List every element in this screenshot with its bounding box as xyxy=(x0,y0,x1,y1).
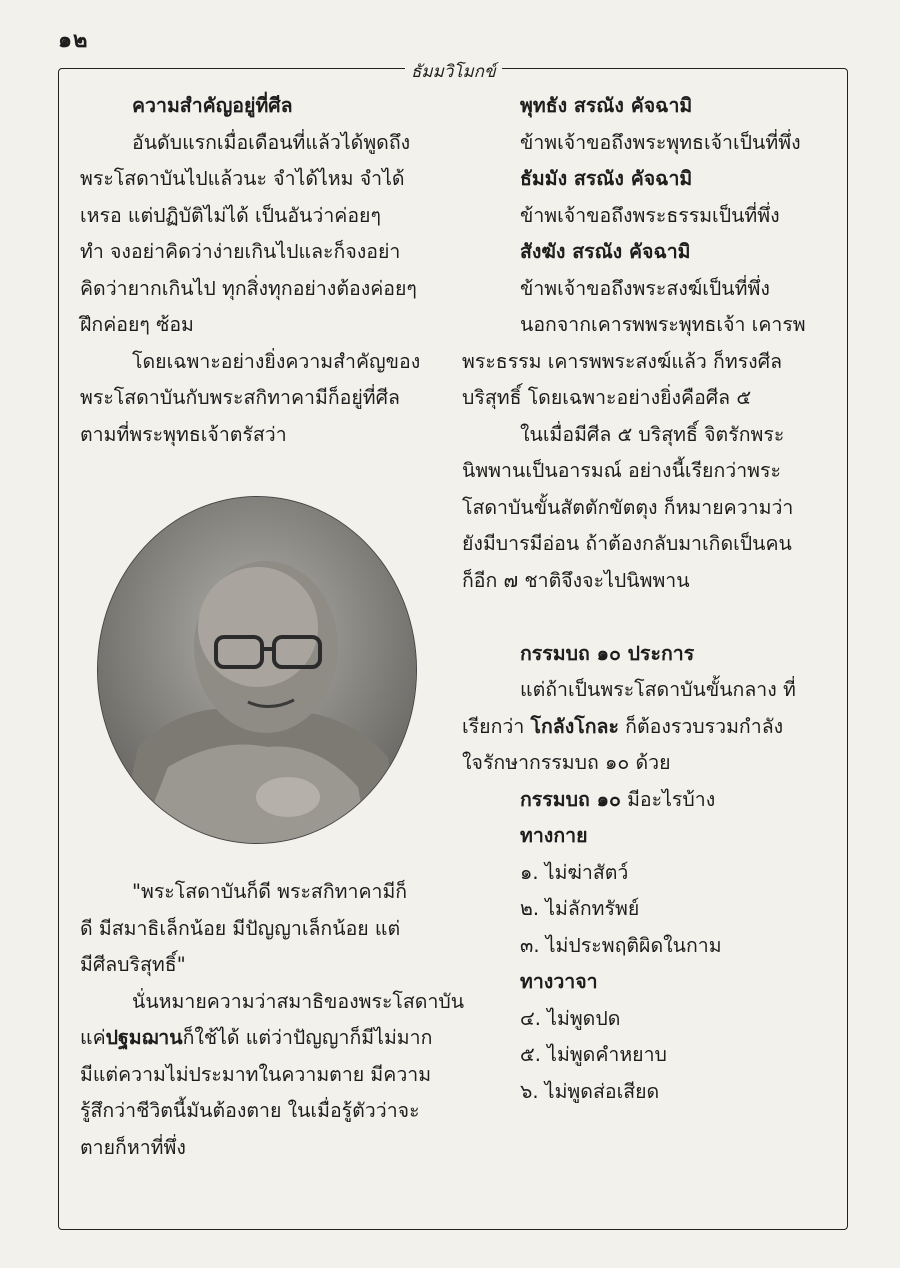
running-title: ธัมมวิโมกข์ xyxy=(405,58,502,85)
text-run: เรียกว่า xyxy=(462,714,531,738)
list-item: ๒. ไม่ลักทรัพย์ xyxy=(520,897,640,920)
body-line: ตามที่พระพุทธเจ้าตรัสว่า xyxy=(80,422,287,446)
body-line: นั่นหมายความว่าสมาธิของพระโสดาบัน xyxy=(132,989,465,1013)
body-line: นิพพานเป็นอารมณ์ อย่างนี้เรียกว่าพระ xyxy=(462,459,781,482)
body-line: พระธรรม เคารพพระสงฆ์แล้ว ก็ทรงศีล xyxy=(462,349,783,373)
body-line: บริสุทธิ์ โดยเฉพาะอย่างยิ่งคือศีล ๕ xyxy=(462,386,752,409)
translation-line: ข้าพเจ้าขอถึงพระพุทธเจ้าเป็นที่พึ่ง xyxy=(520,130,801,154)
text-run: แค่ xyxy=(80,1026,106,1049)
body-line: โสดาบันขั้นสัตตักขัตตุง ก็หมายความว่า xyxy=(462,495,794,519)
bold-term: ปฐมฌาน xyxy=(105,1026,183,1049)
body-line: ตายก็หาที่พึ่ง xyxy=(80,1135,186,1159)
body-line: โดยเฉพาะอย่างยิ่งความสำคัญของ xyxy=(132,349,421,373)
body-line: พระโสดาบันกับพระสกิทาคามีก็อยู่ที่ศีล xyxy=(80,386,400,409)
body-line: มีแต่ความไม่ประมาทในความตาย มีความ xyxy=(80,1062,432,1086)
section-heading: ความสำคัญอยู่ที่ศีล xyxy=(132,94,293,117)
bold-term: กรรมบถ ๑๐ xyxy=(520,787,621,811)
subheading-body: ทางกาย xyxy=(520,824,588,847)
translation-line: ข้าพเจ้าขอถึงพระสงฆ์เป็นที่พึ่ง xyxy=(520,276,770,300)
body-line: พระโสดาบันไปแล้วนะ จำได้ไหม จำได้ xyxy=(80,167,405,190)
body-line: ก็อีก ๗ ชาติจึงจะไปนิพพาน xyxy=(462,568,690,592)
quote-line: ดี มีสมาธิเล็กน้อย มีปัญญาเล็กน้อย แต่ xyxy=(80,916,401,940)
body-line: ใจรักษากรรมบถ ๑๐ ด้วย xyxy=(462,751,671,774)
body-line: คิดว่ายากเกินไป ทุกสิ่งทุกอย่างต้องค่อยๆ xyxy=(80,276,417,300)
list-item: ๑. ไม่ฆ่าสัตว์ xyxy=(520,860,629,884)
body-line: ทำ จงอย่าคิดว่าง่ายเกินไปและก็จงอย่า xyxy=(80,240,401,263)
body-line xyxy=(80,1020,436,1057)
body-line: เหรอ แต่ปฏิบัติไม่ได้ เป็นอันว่าค่อยๆ xyxy=(80,203,381,227)
section-heading: กรรมบถ ๑๐ ประการ xyxy=(520,641,695,665)
chant-line: ธัมมัง สรณัง คัจฉามิ xyxy=(520,167,693,190)
list-item: ๕. ไม่พูดคำหยาบ xyxy=(520,1043,667,1066)
right-column xyxy=(462,88,822,1110)
quote-line: มีศีลบริสุทธิ์" xyxy=(80,953,186,976)
text-run: ก็ต้องรวบรวมกำลัง xyxy=(618,714,784,738)
subheading-speech: ทางวาจา xyxy=(520,970,598,993)
list-item: ๓. ไม่ประพฤติผิดในกาม xyxy=(520,933,722,957)
left-column-bottom xyxy=(80,874,465,1166)
question-line xyxy=(462,782,822,819)
left-column-top xyxy=(80,88,436,453)
list-item: ๔. ไม่พูดปด xyxy=(520,1006,621,1030)
quote-line: "พระโสดาบันก็ดี พระสกิทาคามีก็ xyxy=(132,880,408,903)
body-line: อันดับแรกเมื่อเดือนที่แล้วได้พูดถึง xyxy=(132,130,411,154)
body-line: ในเมื่อมีศีล ๕ บริสุทธิ์ จิตรักพระ xyxy=(520,422,785,446)
translation-line: ข้าพเจ้าขอถึงพระธรรมเป็นที่พึ่ง xyxy=(520,203,780,227)
text-run: มีอะไรบ้าง xyxy=(620,787,716,811)
body-line: รู้สึกว่าชีวิตนี้มันต้องตาย ในเมื่อรู้ตัวว่าจะ xyxy=(80,1099,420,1122)
bold-term: โกลังโกละ xyxy=(530,714,619,738)
body-line: นอกจากเคารพพระพุทธเจ้า เคารพ xyxy=(520,313,806,336)
portrait-photo xyxy=(97,496,417,844)
list-item: ๖. ไม่พูดส่อเสียด xyxy=(520,1079,660,1103)
body-line: แต่ถ้าเป็นพระโสดาบันขั้นกลาง ที่ xyxy=(520,678,796,701)
portrait-illustration xyxy=(98,497,416,843)
body-line xyxy=(462,709,822,746)
text-run: ก็ใช้ได้ แต่ว่าปัญญาก็มีไม่มาก xyxy=(182,1026,433,1049)
page-number: ๑๒ xyxy=(58,28,89,53)
chant-line: พุทธัง สรณัง คัจฉามิ xyxy=(520,94,693,117)
chant-line: สังฆัง สรณัง คัจฉามิ xyxy=(520,240,691,263)
spacer xyxy=(462,599,822,636)
body-line: ยังมีบารมีอ่อน ถ้าต้องกลับมาเกิดเป็นคน xyxy=(462,532,792,555)
body-line: ฝึกค่อยๆ ซ้อม xyxy=(80,313,194,336)
